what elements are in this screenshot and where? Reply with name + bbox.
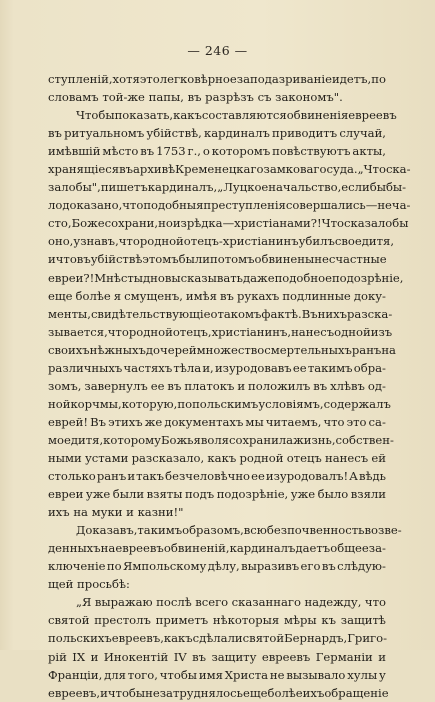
- word: къ: [321, 613, 337, 628]
- word: нихъ: [317, 306, 348, 321]
- word: слѣдую-: [337, 559, 386, 574]
- text-line: [48, 629, 386, 647]
- word: одной: [334, 324, 371, 339]
- word: ска-: [385, 162, 411, 177]
- word: различныхъ: [48, 360, 123, 375]
- word: сказаннаго: [231, 595, 301, 610]
- word: Доказавъ,: [76, 523, 138, 538]
- word: отецъ-христiанинъ: [183, 234, 299, 249]
- word: ло: [48, 198, 63, 213]
- text-line: [48, 539, 386, 557]
- word: польскихъ: [48, 631, 112, 646]
- word: убилъ: [298, 234, 335, 249]
- word: надежду,: [304, 595, 362, 610]
- word: высказывать: [164, 270, 243, 285]
- word: несчастные: [314, 252, 387, 267]
- word: уже: [85, 487, 111, 502]
- word: случай,: [339, 126, 386, 141]
- word: такимъ: [307, 360, 353, 375]
- word: что: [55, 252, 77, 267]
- word: и: [127, 469, 136, 484]
- word: изуродовалъ!: [265, 469, 349, 484]
- text-line: [48, 359, 386, 377]
- word: содержалъ: [323, 396, 391, 411]
- word: евреевъ: [115, 541, 164, 556]
- word: платокъ: [184, 378, 235, 393]
- word: образомъ,: [182, 523, 244, 538]
- word: изрѣдка—христiанами?!: [172, 216, 322, 231]
- word: разска-: [347, 306, 393, 321]
- word: отецъ: [286, 450, 322, 465]
- word: не: [145, 685, 160, 700]
- word: въ: [140, 144, 155, 159]
- word: этихъ: [108, 414, 143, 429]
- word: хранящiеся: [48, 162, 120, 177]
- word: безпочвенность: [266, 523, 365, 538]
- word: вѣдь: [358, 469, 386, 484]
- word: такимъ: [137, 523, 183, 538]
- text-line: [48, 341, 396, 359]
- word: что: [364, 595, 386, 610]
- text-line-content: щей просьбѣ:: [48, 577, 130, 592]
- word: своихъ: [48, 342, 90, 357]
- word: пишетъ: [100, 180, 148, 195]
- word: что: [122, 198, 144, 213]
- word: сказало: [344, 216, 393, 231]
- word: ихъ: [302, 685, 325, 700]
- word: взяли: [350, 487, 386, 502]
- word: уже: [290, 487, 316, 502]
- text-line: [48, 575, 386, 593]
- word: воля: [200, 432, 229, 447]
- text-line: [48, 178, 407, 196]
- word: ритуальномъ: [64, 126, 145, 141]
- word: на: [100, 541, 116, 556]
- word: фактѣ.: [261, 306, 302, 321]
- word: было: [317, 487, 349, 502]
- word: устами: [84, 450, 129, 465]
- word: въ: [48, 126, 62, 141]
- word: менты,: [48, 306, 91, 321]
- word: дитя,: [361, 234, 395, 249]
- word: Францiи,: [48, 667, 103, 682]
- word: въ: [220, 288, 234, 303]
- word: которому: [103, 432, 162, 447]
- word: бы: [392, 216, 409, 231]
- word: потомъ: [209, 252, 255, 267]
- word: од-: [367, 378, 386, 393]
- word: кардиналъ: [229, 541, 296, 556]
- word: еслибы: [341, 180, 386, 195]
- word: Григо-: [347, 631, 388, 646]
- text-line: [48, 269, 404, 287]
- word: зывается,: [48, 324, 108, 339]
- word: убiйствѣ,: [146, 126, 202, 141]
- text-line: [48, 70, 386, 88]
- word: это: [346, 414, 367, 429]
- word: кардиналъ: [204, 126, 270, 141]
- word: приметъ: [155, 613, 209, 628]
- word: ча-: [391, 198, 411, 213]
- text-line: [48, 413, 386, 431]
- word: родной: [128, 324, 173, 339]
- word: Ямпольскому: [123, 559, 207, 574]
- word: были: [112, 487, 145, 502]
- word: такомъ: [217, 306, 262, 321]
- word: престолъ: [94, 613, 151, 628]
- word: подобное: [274, 270, 332, 285]
- word: Божья: [161, 432, 201, 447]
- word: ступленiй,: [48, 72, 113, 86]
- word: защитѣ: [340, 613, 386, 628]
- word: евреевъ: [261, 649, 311, 664]
- word: что: [107, 324, 129, 339]
- word: г.,: [187, 144, 201, 159]
- word: зомъ,: [48, 378, 82, 393]
- text-line: [48, 160, 411, 178]
- word: еще: [242, 685, 268, 700]
- word: въ: [313, 378, 328, 393]
- text-line: [48, 503, 386, 521]
- word: Бернардъ,: [284, 631, 348, 646]
- word: въ: [192, 649, 206, 664]
- word: евреевъ: [348, 108, 397, 123]
- word: чтобы: [107, 685, 146, 700]
- word: Кременецкаго: [175, 162, 264, 177]
- word: нанесъ: [325, 450, 369, 465]
- word: мѣсто: [102, 144, 139, 159]
- word: имѣя: [185, 288, 217, 303]
- word: мое: [48, 432, 71, 447]
- word: затруднялось: [159, 685, 243, 700]
- word: преступленiя: [203, 198, 286, 213]
- word: подобныя: [143, 198, 204, 213]
- word: въ: [167, 378, 182, 393]
- word: святой: [48, 613, 90, 628]
- word: денныхъ: [48, 541, 101, 556]
- word: на: [381, 342, 396, 357]
- text-line: [48, 232, 395, 250]
- word: ранъ: [351, 342, 382, 357]
- word: Чтобы: [76, 108, 115, 123]
- word: заподазриванiе: [236, 72, 332, 86]
- word: и: [90, 649, 99, 664]
- word: имя: [198, 667, 223, 682]
- word: ее: [251, 469, 265, 484]
- word: нѣкоторыя: [212, 613, 280, 628]
- word: святой: [242, 631, 285, 646]
- word: какъ: [163, 631, 193, 646]
- word: узнавъ,: [73, 234, 119, 249]
- word: рукахъ: [236, 288, 280, 303]
- word: въ: [76, 252, 91, 267]
- word: и: [100, 685, 108, 700]
- text-line: [48, 196, 411, 214]
- word: подозрѣнiе,: [331, 270, 404, 285]
- text-line: [48, 521, 402, 539]
- word: по: [371, 72, 386, 86]
- word: такъ: [136, 469, 165, 484]
- word: Въ: [301, 306, 318, 321]
- word: мы: [245, 414, 264, 429]
- word: хотя: [112, 72, 140, 86]
- word: какъ: [207, 450, 237, 465]
- word: взяты: [146, 487, 183, 502]
- word: бы-: [385, 180, 407, 195]
- body-text: [48, 70, 411, 702]
- word: у: [379, 667, 386, 682]
- word: евреевъ,: [48, 685, 101, 700]
- text-line: [48, 250, 386, 268]
- word: это: [139, 72, 160, 86]
- word: подлинные: [282, 288, 351, 303]
- word: хлѣвъ: [330, 378, 365, 393]
- word: „Луцкое: [217, 180, 269, 195]
- word: послѣ: [156, 595, 192, 610]
- word: подъ: [184, 487, 215, 502]
- text-line: [48, 467, 386, 485]
- text-line: [48, 377, 386, 395]
- word: дитя,: [70, 432, 104, 447]
- word: смущенъ,: [124, 288, 183, 303]
- word: христiанинъ,: [211, 324, 292, 339]
- word: въ: [321, 559, 336, 574]
- word: Что: [321, 216, 345, 231]
- word: множество: [196, 342, 265, 357]
- word: доказано,: [62, 198, 123, 213]
- word: свое: [334, 234, 362, 249]
- word: столько: [48, 469, 96, 484]
- word: польскимъ: [192, 396, 259, 411]
- text-line: [48, 305, 393, 323]
- word: родной: [239, 450, 284, 465]
- word: что: [118, 234, 140, 249]
- text-line: [48, 666, 386, 684]
- word: оно,: [48, 234, 74, 249]
- word: доку-: [353, 288, 386, 303]
- word: изуродовавъ: [214, 360, 292, 375]
- page-number: — 246 —: [187, 43, 248, 58]
- word: нанесъ: [291, 324, 335, 339]
- word: обвинены: [254, 252, 315, 267]
- word: общее: [330, 541, 369, 556]
- word: за-: [368, 541, 386, 556]
- text-line: [48, 214, 409, 232]
- word: въ: [119, 162, 133, 177]
- word: положилъ: [248, 378, 311, 393]
- word: 1753: [156, 144, 186, 159]
- word: идетъ,: [332, 72, 372, 86]
- text-line: [48, 395, 391, 413]
- word: IX: [72, 649, 86, 664]
- word: убiйствѣ: [90, 252, 143, 267]
- text-line: [48, 684, 389, 702]
- word: „Что: [357, 162, 386, 177]
- word: смертельныхъ: [264, 342, 352, 357]
- word: дочерей: [145, 342, 197, 357]
- word: собствен-: [335, 432, 394, 447]
- word: легковѣрное: [159, 72, 237, 86]
- text-line-content: ихъ на муки и казни!": [48, 505, 184, 520]
- word: ключенiе: [48, 559, 106, 574]
- word: возве-: [364, 523, 402, 538]
- word: по: [177, 396, 193, 411]
- word: ее: [150, 378, 165, 393]
- word: дѣлу,: [207, 559, 240, 574]
- word: IV: [173, 649, 187, 664]
- word: всю: [243, 523, 267, 538]
- word: имѣвшiй: [48, 144, 101, 159]
- word: подозрѣнiе,: [216, 487, 289, 502]
- word: частяхъ: [123, 360, 173, 375]
- word: и,: [202, 360, 214, 375]
- word: нѣжныхъ: [89, 342, 146, 357]
- word: же: [144, 414, 163, 429]
- word: болѣе: [267, 685, 303, 700]
- text-line: [48, 557, 386, 575]
- word: его: [300, 559, 321, 574]
- word: всего: [195, 595, 229, 610]
- word: изъ: [370, 324, 393, 339]
- word: хулы: [347, 667, 378, 682]
- word: которую,: [121, 396, 178, 411]
- word: этомъ: [142, 252, 179, 267]
- word: кардиналъ,: [147, 180, 218, 195]
- word: корчмы,: [70, 396, 122, 411]
- word: акты,: [352, 144, 386, 159]
- word: вызывало: [286, 667, 346, 682]
- word: тѣла: [173, 360, 202, 375]
- word: я: [113, 288, 122, 303]
- word: составляются: [201, 108, 287, 123]
- word: и: [378, 649, 386, 664]
- text-line: [48, 124, 386, 142]
- word: условiямъ,: [258, 396, 324, 411]
- text-line: [48, 323, 393, 341]
- word: разсказало,: [131, 450, 205, 465]
- word: замковаго: [263, 162, 327, 177]
- word: начальство,: [268, 180, 342, 195]
- text-line: [48, 648, 386, 666]
- word: сто,: [48, 216, 72, 231]
- word: Въ: [90, 414, 107, 429]
- word: суда.: [326, 162, 358, 177]
- word: были: [178, 252, 210, 267]
- word: стыдно: [120, 270, 165, 285]
- text-line: [48, 287, 386, 305]
- text-line: [48, 593, 386, 611]
- word: евреи: [48, 487, 84, 502]
- word: мѣры: [283, 613, 317, 628]
- word: са-: [368, 414, 386, 429]
- word: обращенiе: [324, 685, 389, 700]
- word: Боже: [71, 216, 105, 231]
- word: бы",: [75, 180, 101, 195]
- word: болѣе: [75, 288, 111, 303]
- text-line-content: словамъ той-же папы, въ разрѣзъ съ закономъ".: [48, 90, 343, 105]
- word: ее: [292, 360, 307, 375]
- word: обвиненiй,: [163, 541, 230, 556]
- word: евреи?!: [48, 270, 95, 285]
- word: совершались—не: [285, 198, 392, 213]
- word: чтобы: [159, 667, 198, 682]
- word: зало: [48, 180, 76, 195]
- text-line: [48, 431, 394, 449]
- word: еще: [48, 288, 73, 303]
- word: даже: [242, 270, 275, 285]
- word: даетъ: [295, 541, 331, 556]
- word: ранъ: [96, 469, 127, 484]
- word: и: [237, 378, 246, 393]
- word: документахъ: [164, 414, 244, 429]
- text-line: [48, 449, 386, 467]
- word: еврей!: [48, 414, 89, 429]
- word: что: [323, 414, 345, 429]
- text-line: [48, 142, 386, 160]
- word: которомъ: [211, 144, 271, 159]
- word: рiй: [48, 649, 67, 664]
- word: читаемъ,: [265, 414, 322, 429]
- word: ей: [371, 450, 386, 465]
- word: свидѣтельствующiе: [90, 306, 211, 321]
- word: Германiи: [315, 649, 373, 664]
- text-line: [48, 485, 386, 503]
- word: „Я: [76, 595, 92, 610]
- word: обвиненiя: [286, 108, 349, 123]
- word: безчеловѣчно: [165, 469, 251, 484]
- word: о: [210, 306, 218, 321]
- word: о: [202, 144, 210, 159]
- text-line: [48, 106, 397, 124]
- word: выразивъ: [241, 559, 300, 574]
- word: сохрани,: [104, 216, 159, 231]
- text-line: [48, 611, 386, 629]
- word: приводитъ: [272, 126, 338, 141]
- word: того,: [127, 667, 158, 682]
- word: но: [158, 216, 173, 231]
- word: Христа: [224, 667, 269, 682]
- text-line: [48, 88, 386, 106]
- word: повѣствуютъ: [272, 144, 351, 159]
- word: по: [106, 559, 122, 574]
- word: ными: [48, 450, 82, 465]
- word: евреевъ,: [111, 631, 164, 646]
- word: какъ: [173, 108, 202, 123]
- word: защиту: [211, 649, 257, 664]
- word: завернулъ: [84, 378, 148, 393]
- word: отецъ,: [172, 324, 212, 339]
- word: родной: [139, 234, 184, 249]
- word: А: [349, 469, 358, 484]
- word: ной: [48, 396, 71, 411]
- word: сохранила: [229, 432, 294, 447]
- word: сдѣлали: [192, 631, 243, 646]
- word: не: [269, 667, 285, 682]
- word: обра-: [353, 360, 386, 375]
- word: и: [48, 252, 56, 267]
- word: архивѣ: [132, 162, 176, 177]
- word: Инокентiй: [103, 649, 169, 664]
- word: для: [104, 667, 126, 682]
- word: выражаю: [94, 595, 153, 610]
- word: Мнѣ: [94, 270, 121, 285]
- word: жизнь,: [293, 432, 336, 447]
- word: показать,: [114, 108, 174, 123]
